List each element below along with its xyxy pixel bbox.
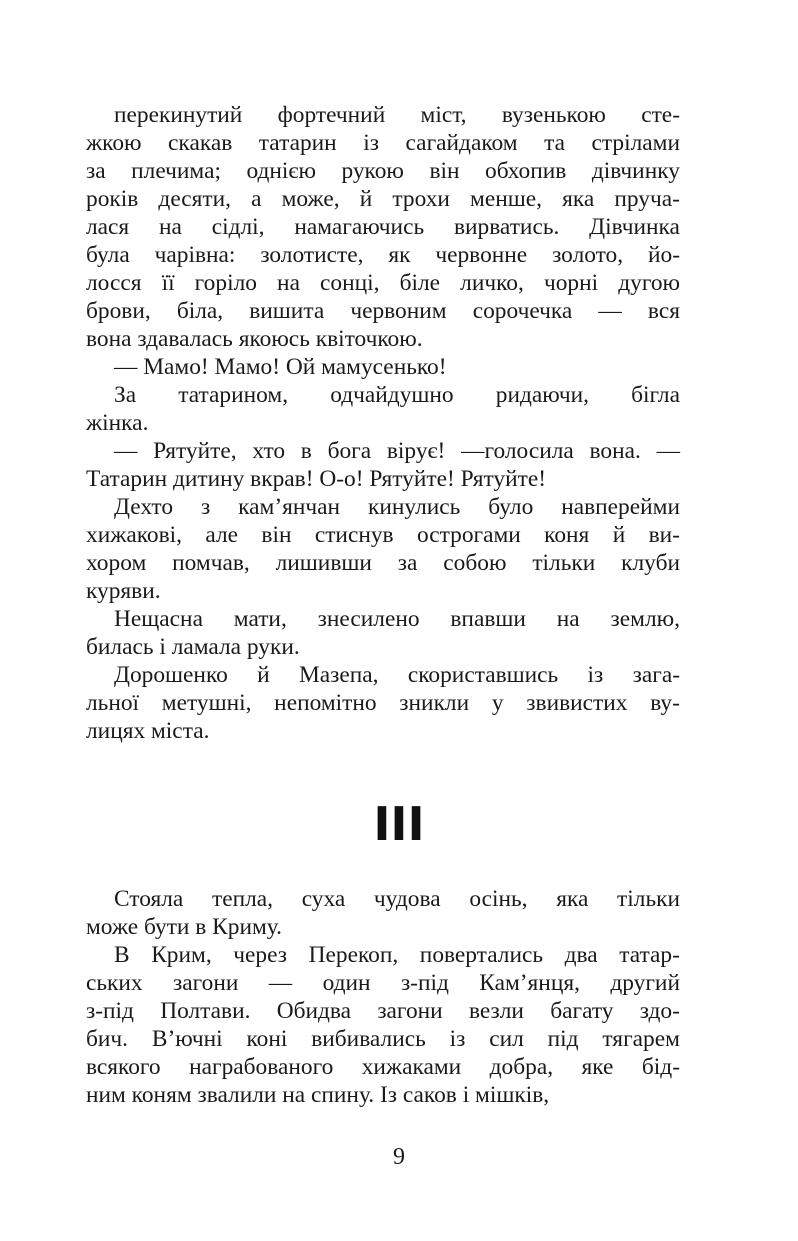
text-line: лосся її горіло на сонці, біле личко, чорні дугою <box>86 270 680 296</box>
text-line: хором помчав, лишивши за собою тільки клуби <box>86 550 680 576</box>
text-line: жінка. <box>86 410 149 436</box>
paragraph <box>86 353 680 381</box>
text-line: Дорошенко й Мазепа, скориставшись із зага- <box>114 662 680 688</box>
paragraph <box>86 661 680 745</box>
text-line: лицях міста. <box>86 718 210 744</box>
text-line: ських загони — один з-під Кам’янця, другий <box>86 970 680 996</box>
text-block-top <box>86 101 680 745</box>
text-line: Стояла тепла, суха чудова осінь, яка тільки <box>114 886 680 912</box>
paragraph <box>86 493 680 605</box>
text-line: вона здавалась якоюсь квіточкою. <box>86 326 423 352</box>
paragraph <box>86 941 680 1109</box>
text-line: — Мамо! Мамо! Ой мамусенько! <box>114 354 447 380</box>
paragraph <box>86 101 680 353</box>
text-line: Татарин дитину вкрав! О-о! Рятуйте! Рятуйте! <box>86 466 546 492</box>
text-line: Дехто з кам’янчан кинулись було навперейми <box>114 494 680 520</box>
text-line: билась і ламала руки. <box>86 634 300 660</box>
text-line: років десяти, а може, й трохи менше, яка пруча- <box>86 186 680 212</box>
text-line: льної метушні, непомітно зникли у звивистих ву- <box>86 690 680 716</box>
text-line: з-під Полтави. Обидва загони везли багату здо- <box>86 998 680 1024</box>
text-line: куряви. <box>86 578 161 604</box>
paragraph <box>86 381 680 437</box>
text-line: брови, біла, вишита червоним сорочечка — вся <box>86 298 680 324</box>
text-line: Нещасна мати, знесилено впавши на землю, <box>114 606 680 632</box>
paragraph <box>86 605 680 661</box>
text-line: За татарином, одчайдушно ридаючи, бігла <box>114 382 680 408</box>
page-number: 9 <box>393 1144 405 1170</box>
text-block-bottom <box>86 885 680 1109</box>
paragraph <box>86 885 680 941</box>
text-line: перекинутий фортечний міст, вузенькою сте- <box>114 102 680 128</box>
text-line: ним коням звалили на спину. Із саков і мішків, <box>86 1082 550 1108</box>
text-line: бич. В’ючні коні вибивались із сил під тягарем <box>86 1026 680 1052</box>
text-line: всякого награбованого хижаками добра, яке бід- <box>86 1054 680 1080</box>
text-line: хижакові, але він стиснув острогами коня й ви- <box>86 522 680 548</box>
paragraph <box>86 437 680 493</box>
text-line: В Крим, через Перекоп, повертались два татар- <box>114 942 680 968</box>
text-line: жкою скакав татарин із сагайдаком та стрілами <box>86 130 680 156</box>
text-line: за плечима; однією рукою він обхопив дівчинку <box>86 158 680 184</box>
text-line: лася на сідлі, намагаючись вирватись. Дівчинка <box>86 214 680 240</box>
text-line: — Рятуйте, хто в бога вірує! —голосила вона. — <box>114 438 680 464</box>
text-line: була чарівна: золотисте, як червонне золото, йо- <box>86 242 680 268</box>
chapter-heading: III <box>373 797 425 851</box>
text-line: може бути в Криму. <box>86 914 282 940</box>
